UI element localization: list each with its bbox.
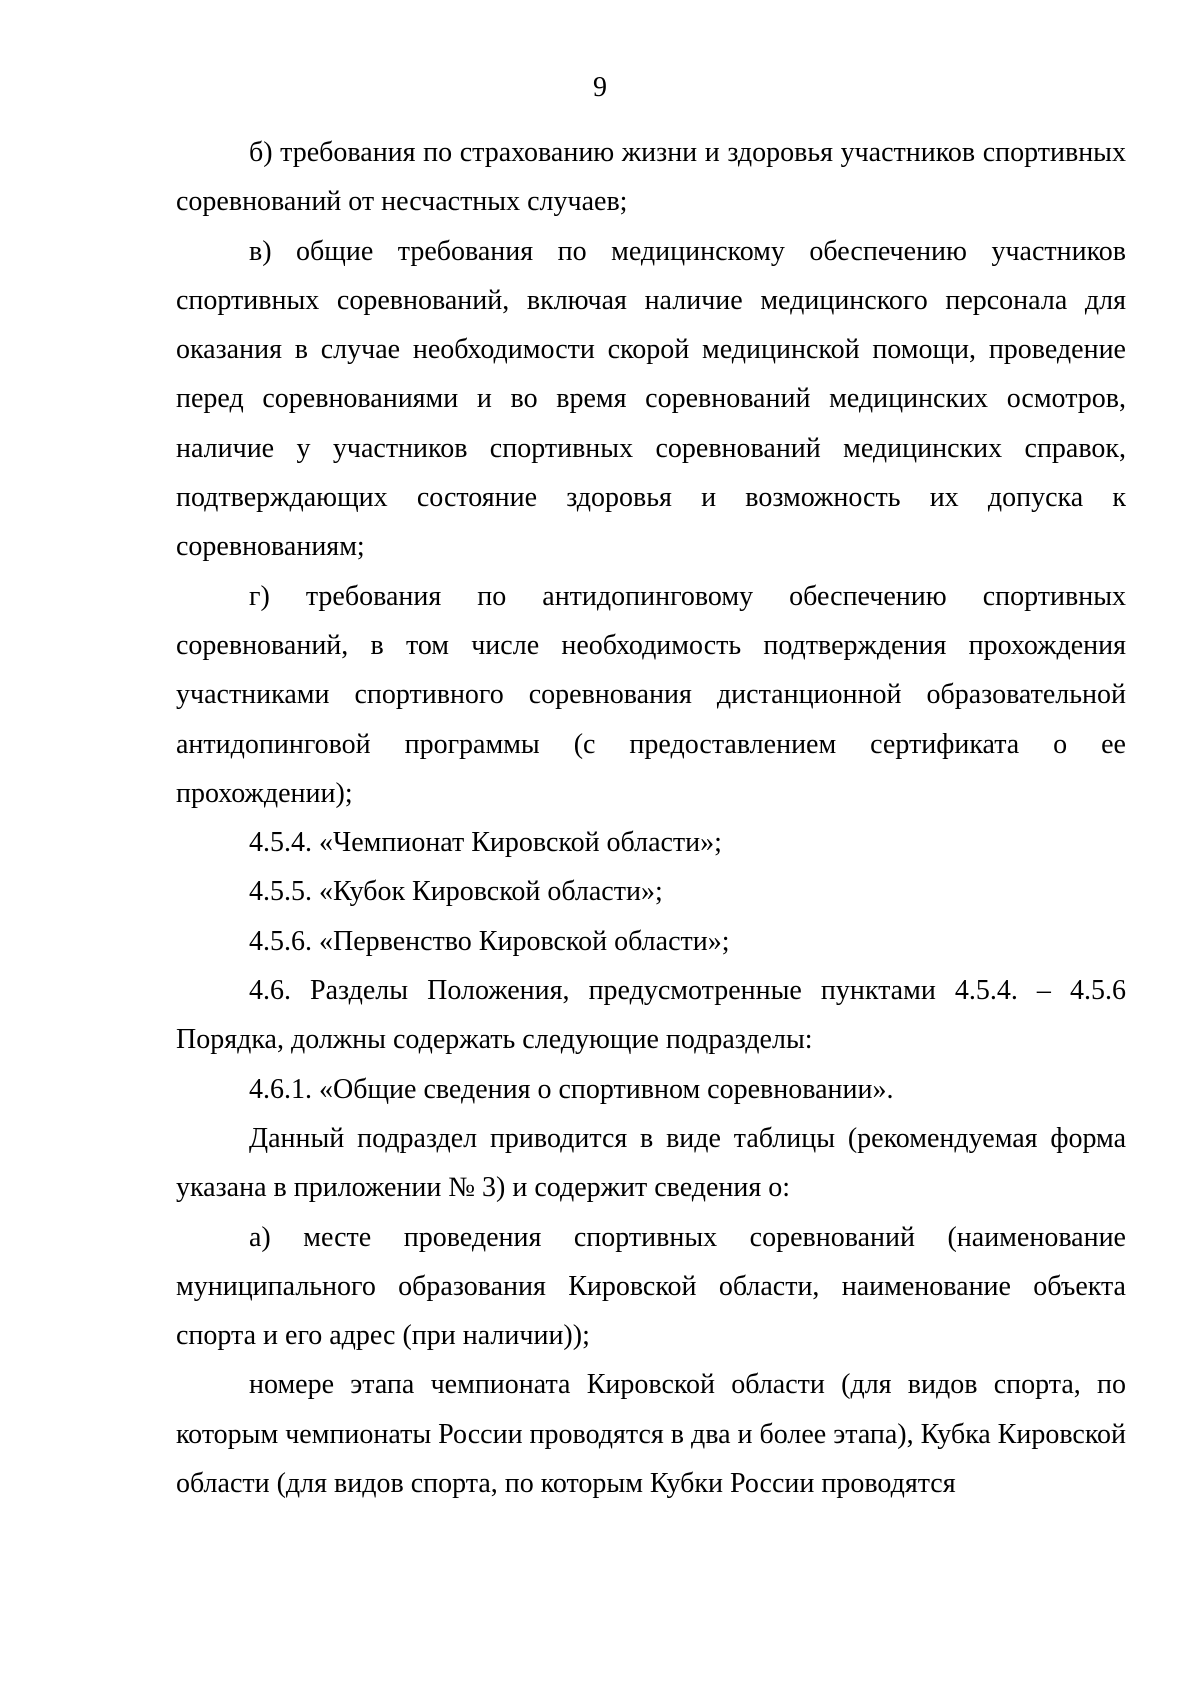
- paragraph-item-4-5-5: 4.5.5. «Кубок Кировской области»;: [249, 876, 663, 908]
- paragraph-requirements-medical: в) общие требования по медицинскому обеспечению участников спортивных соревнований, включая наличие медицинского персонала для оказания в случае необходимости скорой медицинской помощи, проведение перед соревнованиями и во время соревнований медицинских осмотров, наличие у участников спортивных соревнований медицинских справок, подтверждающих состояние здоровья и возможность их допуска к соревнованиям;: [176, 235, 1126, 563]
- paragraph-section-4-6: 4.6. Разделы Положения, предусмотренные пунктами 4.5.4. – 4.5.6 Порядка, должны содержать следующие подразделы:: [176, 975, 1126, 1056]
- paragraph-stage-number: номере этапа чемпионата Кировской области (для видов спорта, по которым чемпионаты России проводятся в два и более этапа), Кубка Кировской области (для видов спорта, по которым Кубки России проводятся: [176, 1369, 1126, 1500]
- paragraph-subsection-4-6-1: 4.6.1. «Общие сведения о спортивном соревновании».: [249, 1073, 894, 1105]
- document-body: [176, 128, 1126, 1508]
- paragraph-item-4-5-6: 4.5.6. «Первенство Кировской области»;: [249, 925, 730, 957]
- paragraph-table-description: Данный подраздел приводится в виде таблицы (рекомендуемая форма указана в приложении № 3) и содержит сведения о:: [176, 1122, 1126, 1204]
- paragraph-requirements-antidoping: г) требования по антидопинговому обеспечению спортивных соревнований, в том числе необходимость подтверждения прохождения участниками спортивного соревнования дистанционной образовательной антидопинговой программы (с предоставлением сертификата о ее прохождении);: [176, 580, 1126, 809]
- paragraph-requirements-insurance: б) требования по страхованию жизни и здоровья участников спортивных соревнований от несчастных случаев;: [176, 137, 1126, 218]
- page-number: 9: [593, 72, 607, 103]
- paragraph-item-4-5-4: 4.5.4. «Чемпионат Кировской области»;: [249, 827, 722, 859]
- paragraph-venue: а) месте проведения спортивных соревнований (наименование муниципального образования Кировской области, наименование объекта спорта и его адрес (при наличии));: [176, 1221, 1126, 1352]
